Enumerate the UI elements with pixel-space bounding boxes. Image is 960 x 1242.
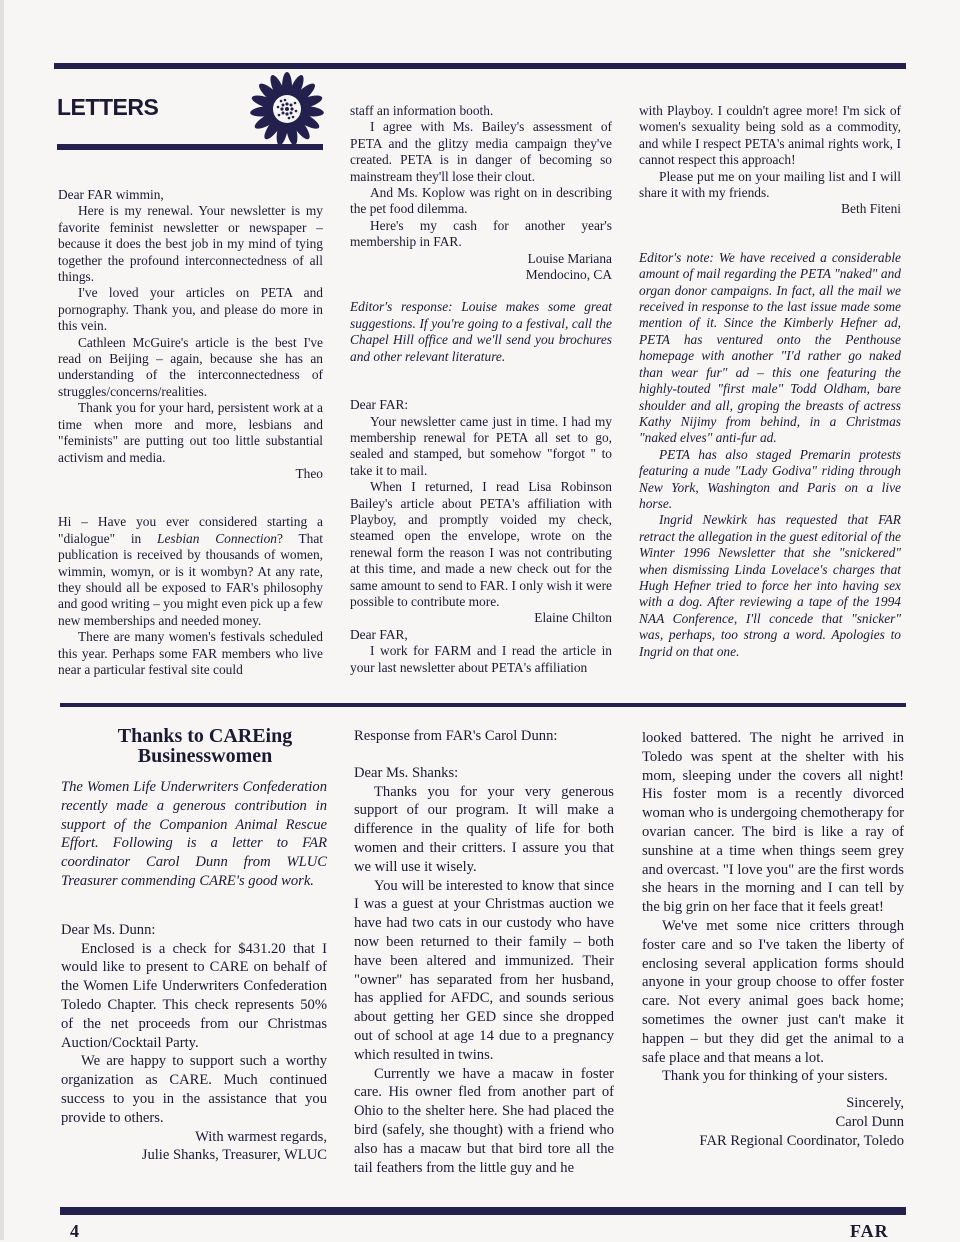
letter-location: Mendocino, CA (525, 267, 612, 283)
letter-paragraph: Thank you for your hard, persistent work at a time when more and more, lesbians and "feminists" are putting out too little substantial activism and media. (58, 400, 323, 465)
page-number: 4 (70, 1221, 79, 1241)
letter-paragraph: Please put me on your mailing list and I will share it with my friends. (639, 168, 901, 201)
letter-signature: Theo (295, 465, 323, 481)
letter-salutation: Dear FAR wimmin, (58, 187, 164, 202)
response-heading: Response from FAR's Carol Dunn: (354, 728, 558, 744)
letters-column-1 (58, 187, 323, 678)
section-title-letters: LETTERS (57, 94, 159, 120)
letter-paragraph: I work for FARM and I read the article in your last newsletter about PETA's affiliation (350, 643, 612, 675)
letter-paragraph: Enclosed is a check for $431.20 that I would like to present to CARE on behalf of the Women Life Underwriters Confederation Toledo Chapter. This check represents 50% of the net proceeds from our Christmas Auction/Cocktail Party. (61, 940, 327, 1051)
editor-response: Editor's response: Louise makes some great suggestions. If you're going to a festival, call the Chapel Hill office and we'll send you brochures and other relevant literature. (350, 299, 612, 364)
letter-text: ? That publication is received by thousands of women, wimmin, womyn, or is it wombyn? At any rate, they should all be exposed to FAR's philosophy and good writing – you might even pick up a few new memberships and needed money. (58, 530, 323, 628)
letter-paragraph: Here is my renewal. Your newsletter is my favorite feminist newsletter or newspaper – because it does the best job in my mind of tying together the profound interconnectedness of all things. (58, 203, 323, 285)
letter-paragraph: Thank you for thinking of your sisters. (662, 1068, 888, 1085)
top-rule (54, 63, 906, 69)
letter-text: Hi – Have you ever considered starting a "dialogue" in (58, 514, 323, 546)
response-column-1 (354, 727, 614, 1177)
letter-paragraph: I agree with Ms. Bailey's assessment of PETA and the glitzy media campaign they've created. PETA is in danger of becoming so mainstream they'll lose their clout. (350, 119, 612, 184)
letters-column-3 (639, 103, 901, 660)
letter-closing: With warmest regards, (195, 1128, 327, 1145)
editor-note: PETA has also staged Premarin protests featuring a nude "Lady Godiva" riding through New York, Washington and Paris on a live horse. (639, 446, 901, 511)
letter-paragraph (58, 514, 323, 629)
letter-salutation: Dear FAR, (350, 626, 408, 642)
scan-edge (0, 0, 4, 1240)
article-title-line: Businesswomen (137, 745, 273, 767)
letter-signature: Louise Mariana (527, 250, 612, 266)
letter-signature: Elaine Chilton (534, 610, 612, 626)
letter-signature: Beth Fiteni (841, 201, 901, 217)
letter-paragraph: looked battered. The night he arrived in Toledo was spent at the shelter with his mom, sleeping under the covers all night! His foster mom is a recently divorced woman who is undergoing chemotherapy for ovarian cancer. The bird is like a ray of sunshine at a time when things seem grey and overcast. "I love you" are the first words she hears in the morning and I can tell by the big grin on her face that it feels great! (642, 730, 904, 916)
letter-salutation: Dear Ms. Dunn: (61, 921, 156, 938)
letter-paragraph: And Ms. Koplow was right on in describing the pet food dilemma. (350, 185, 612, 217)
article-title-thanks (60, 726, 350, 766)
response-column-2 (642, 729, 904, 1151)
letter-paragraph: We've met some nice critters through foster care and so I've taken the liberty of enclosing several application forms should anyone in your group choose to offer foster care. Not every animal goes back home; sometimes the owner just can't make it happen – but they did get the animal to a safe place and that means a lot. (642, 917, 904, 1066)
letter-paragraph: We are happy to support such a worthy organization as CARE. Much continued success to you in the assistance that you provide to others. (61, 1053, 327, 1126)
signer-title: FAR Regional Coordinator, Toledo (699, 1132, 904, 1149)
publication-title: Lesbian Connection (157, 530, 277, 546)
letter-signature: Julie Shanks, Treasurer, WLUC (141, 1147, 327, 1164)
letter-paragraph: You will be interested to know that since I was a guest at your Christmas auction we have had two cats in our custody who have now been returned to their family – both have been altered and immunized. Their "owner" has separated from her husband, has applied for AFDC, and sounds serious about getting her GED since she dropped out of school at age 14 due to a pregnancy which resulted in twins. (354, 877, 614, 1063)
letter-paragraph: Cathleen McGuire's article is the best I've read on Beijing – again, because she has an understanding of the interconnectedness of struggles/concerns/realities. (58, 334, 323, 399)
letters-header-rule (57, 144, 323, 150)
article-intro: The Women Life Underwriters Confederation recently made a generous contribution in support of the Companion Animal Rescue Effort. Following is a letter to FAR coordinator Carol Dunn from WLUC Treasurer commending CARE's good work. (61, 779, 327, 889)
letter-paragraph: There are many women's festivals scheduled this year. Perhaps some FAR members who live near a particular festival site could (58, 629, 323, 677)
article-title-line: Thanks to CAREing (117, 725, 293, 747)
letter-signature: Carol Dunn (835, 1113, 904, 1130)
letter-paragraph: I've loved your articles on PETA and pornography. Thank you, and please do more in this vein. (58, 285, 323, 334)
editor-note: Editor's note: We have received a considerable amount of mail regarding the PETA "naked" and organ donor campaigns. In fact, all the mail we received in response to the last issue made some mention of it. Since the Kimberly Hefner ad, PETA has ventured onto the Penthouse homepage with another "I'd rather go naked than wear fur" ad – this one featuring the highly-touted "first male" Todd Oldham, bare shoulder and all, groping the breasts of actress Kathy Nijimy from behind, in a Christmas "naked elves" anti-fur ad. (639, 249, 901, 446)
letter-paragraph: staff an information booth. (350, 103, 494, 118)
letter-salutation: Dear FAR: (350, 397, 409, 413)
letter-paragraph: Thanks you for your very generous support of our program. It will make a difference in the quality of life for both women and their critters. I assure you that we will use it wisely. (354, 783, 614, 875)
bottom-rule (60, 1207, 906, 1215)
letters-column-2 (350, 103, 612, 676)
letter-paragraph: When I returned, I read Lisa Robinson Bailey's article about PETA's affiliation with Playboy, and promptly voided my check, steamed open the envelope, wrote on the renewal form the reason I was not contributing at this time, and made a new check out for the same amount to send to FAR. I only wish it were possible to contribute more. (350, 479, 612, 609)
letter-paragraph: with Playboy. I couldn't agree more! I'm sick of women's sexuality being sold as a commodity, and while I respect PETA's animal rights work, I cannot respect this approach! (639, 103, 901, 168)
sunflower-icon (248, 70, 326, 148)
letter-closing: Sincerely, (846, 1095, 904, 1112)
letter-salutation: Dear Ms. Shanks: (354, 764, 459, 781)
middle-rule (60, 703, 906, 707)
letter-paragraph: Currently we have a macaw in foster care. His owner fled from another part of Ohio to the shelter here. She had placed the bird (safely, she thought) with a friend who also has a macaw but that bird tore all the tail feathers from the little guy and he (354, 1065, 614, 1176)
publication-name: FAR (850, 1221, 889, 1241)
letter-paragraph: Your newsletter came just in time. I had my membership renewal for PETA all set to go, sealed and stamped, but somehow "forgot " to take it to mail. (350, 413, 612, 478)
letter-paragraph: Here's my cash for another year's membership in FAR. (350, 217, 612, 250)
editor-note: Ingrid Newkirk has requested that FAR retract the allegation in the guest editorial of the Winter 1996 Newsletter that she "snickered" when dismissing Linda Lovelace's charges that Hugh Hefner tried to force her into having sex with a dog. After reviewing a tape of the 1994 NAA Conference, I'll concede that "snicker" was, perhaps, too strong a word. Apologies to Ingrid on that one. (639, 512, 901, 659)
thanks-column (61, 778, 327, 1165)
